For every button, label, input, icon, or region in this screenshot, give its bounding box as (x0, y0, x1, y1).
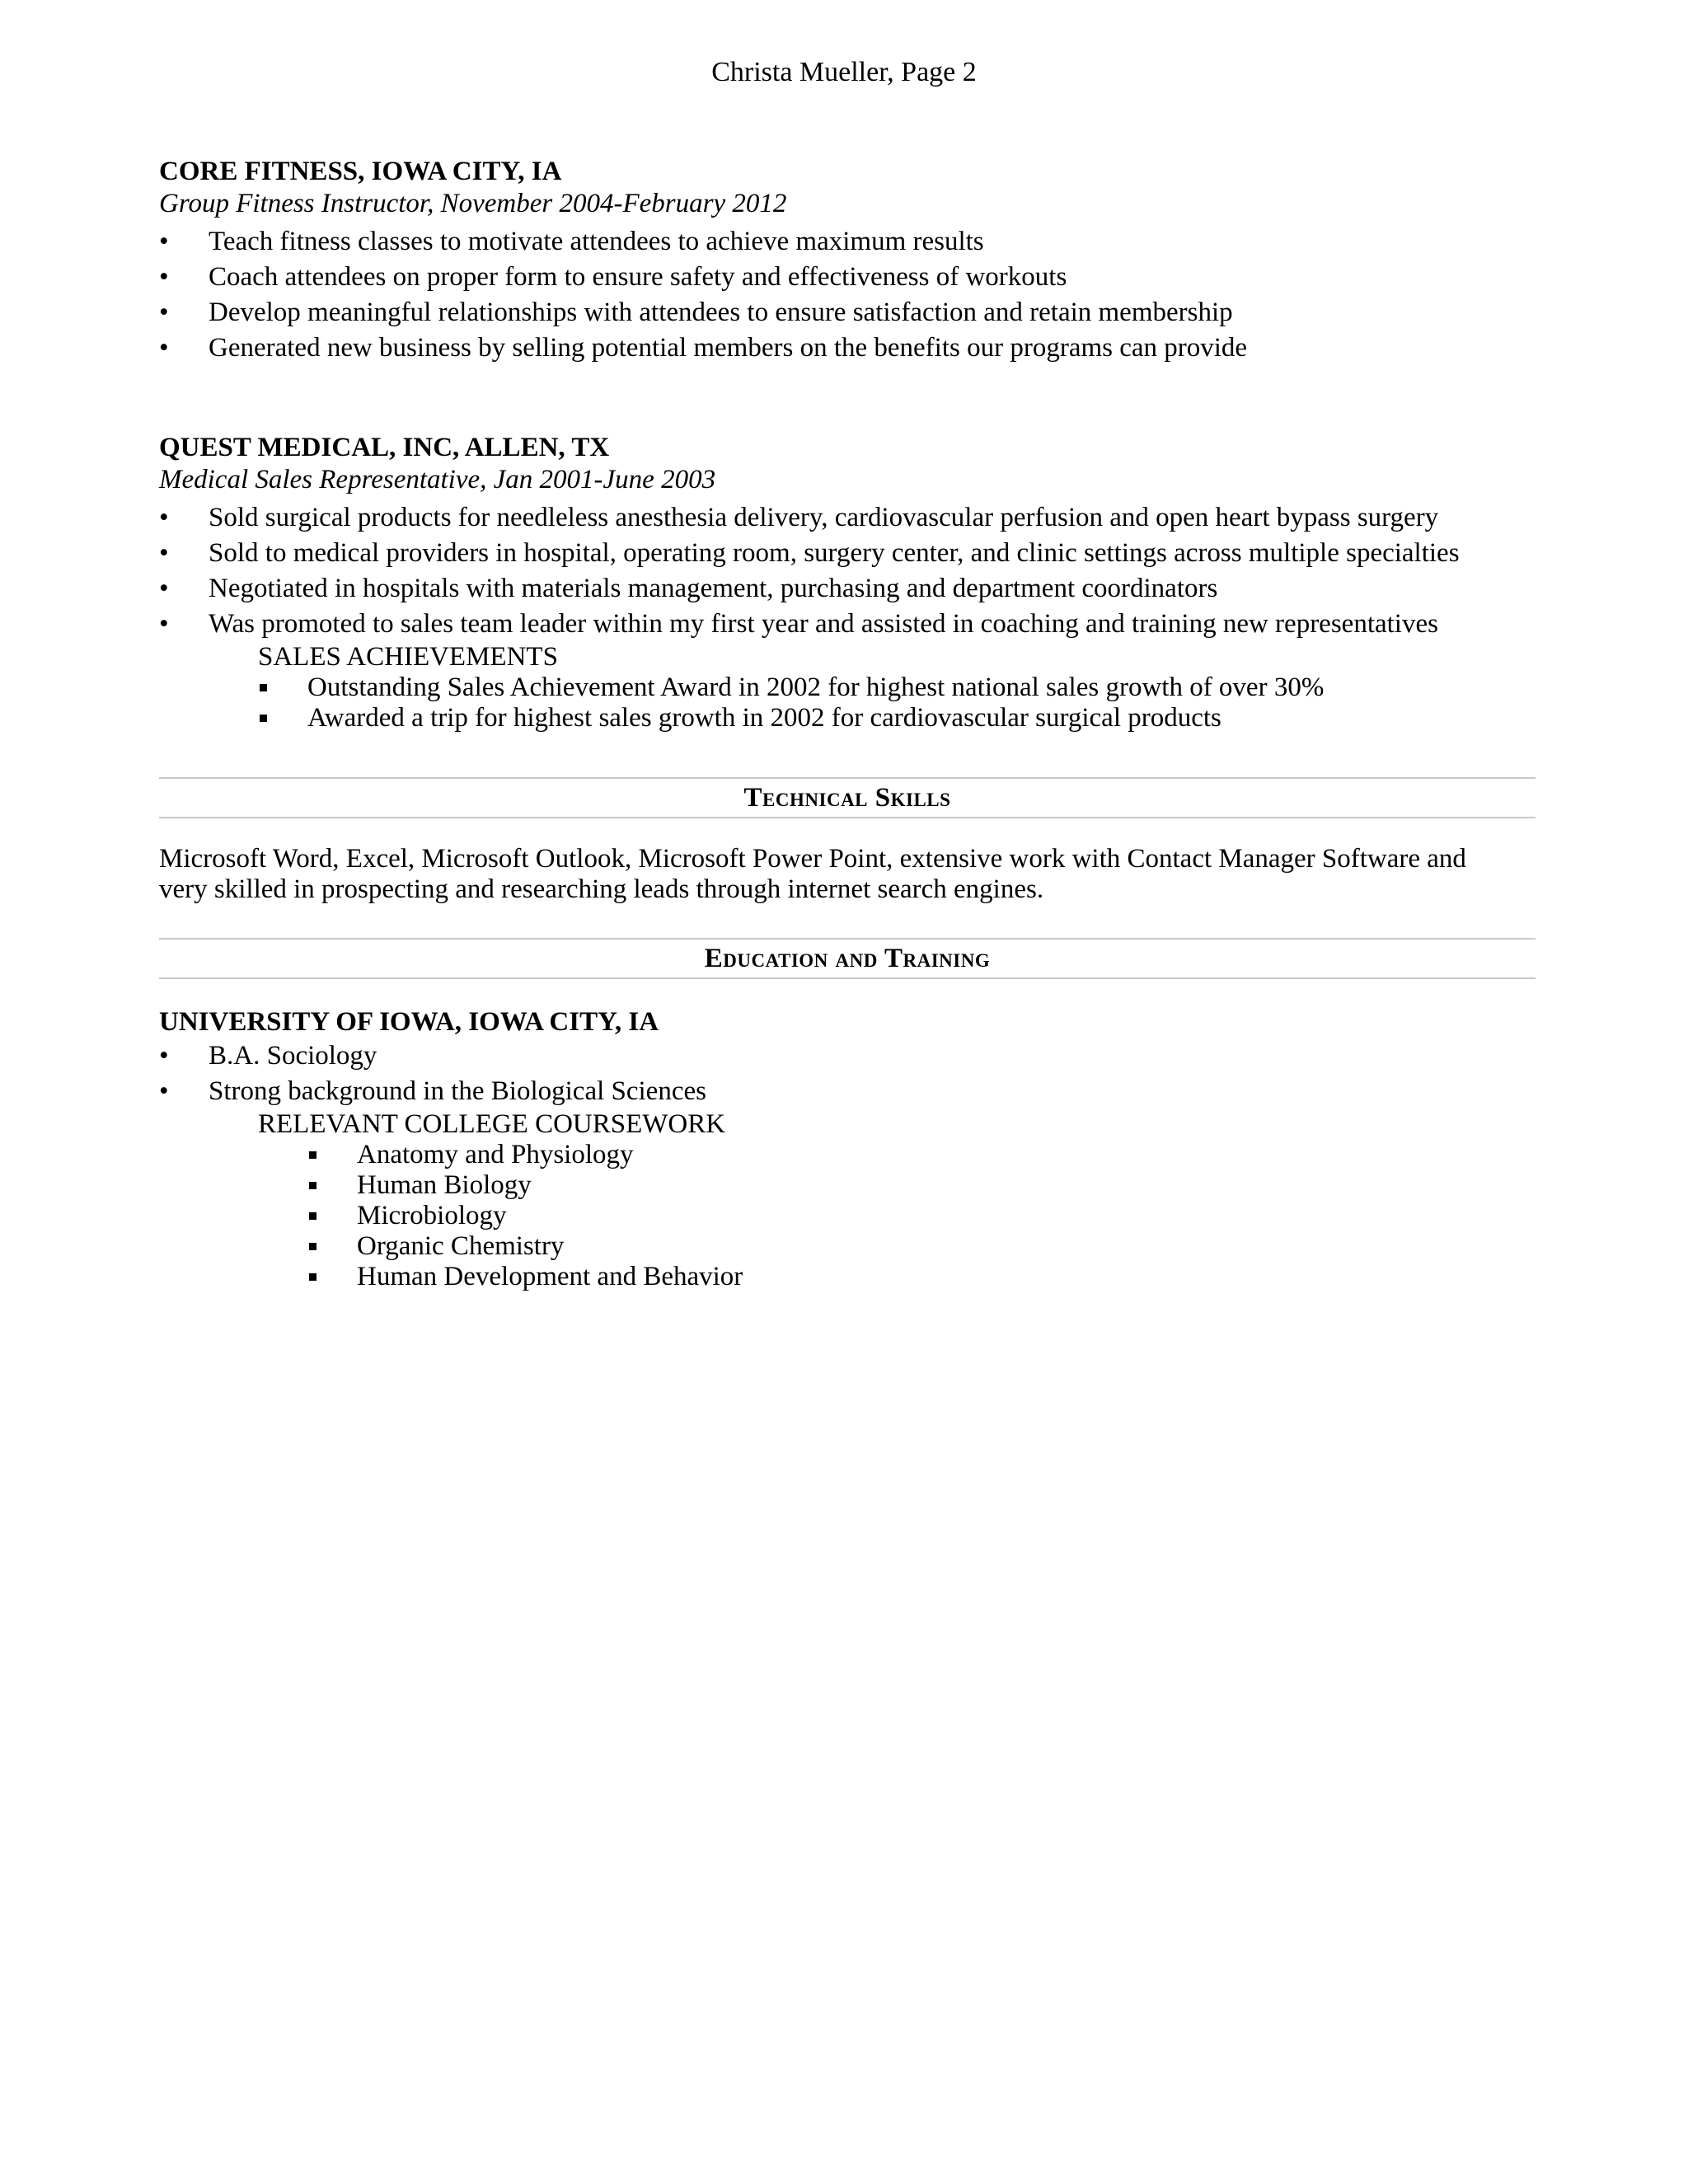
technical-skills-line: very skilled in prospecting and researching leads through internet search engines. (159, 874, 1044, 904)
list-item: • Teach fitness classes to motivate attendees to achieve maximum results (159, 224, 1536, 260)
list-item: Microbiology (159, 1201, 1536, 1231)
list-item: Anatomy and Physiology (159, 1140, 1536, 1170)
list-item: Awarded a trip for highest sales growth in 2002 for cardiovascular surgical products (159, 703, 1536, 733)
job-duties-list (159, 500, 1536, 642)
list-item: • Sold to medical providers in hospital, operating room, surgery center, and clinic settings across multiple specialties (159, 536, 1536, 571)
section-title-education: Education and Training (159, 938, 1536, 979)
list-item: Human Development and Behavior (159, 1262, 1536, 1292)
list-item: • Negotiated in hospitals with materials management, purchasing and department coordinators (159, 571, 1536, 607)
list-item: Human Biology (159, 1170, 1536, 1201)
list-item: • Sold surgical products for needleless anesthesia delivery, cardiovascular perfusion and open heart bypass surgery (159, 500, 1536, 536)
list-item: • Develop meaningful relationships with attendees to ensure satisfaction and retain membership (159, 295, 1536, 330)
job-core-fitness (159, 155, 1536, 366)
coursework-heading: RELEVANT COLLEGE COURSEWORK (258, 1109, 726, 1139)
list-item: Outstanding Sales Achievement Award in 2002 for highest national sales growth of over 30% (159, 673, 1536, 703)
education-body (159, 1005, 1536, 1292)
list-item: • B.A. Sociology (159, 1038, 1536, 1074)
list-item: Organic Chemistry (159, 1231, 1536, 1262)
list-item: • Strong background in the Biological Sciences (159, 1074, 1536, 1109)
page-header: Christa Mueller, Page 2 (711, 57, 977, 87)
education-institution: UNIVERSITY OF IOWA, IOWA CITY, IA (159, 1007, 659, 1037)
job-organization: QUEST MEDICAL, INC, ALLEN, TX (159, 433, 610, 462)
job-role: Medical Sales Representative, Jan 2001-June 2003 (159, 465, 716, 494)
sales-achievements-heading: SALES ACHIEVEMENTS (258, 642, 558, 672)
list-item: • Coach attendees on proper form to ensure safety and effectiveness of workouts (159, 260, 1536, 295)
technical-skills-line: Microsoft Word, Excel, Microsoft Outlook, Microsoft Power Point, extensive work with Contact Manager Software and (159, 844, 1466, 874)
achievements-list (159, 673, 1536, 733)
job-quest-medical (159, 431, 1536, 733)
section-title-technical-skills: Technical Skills (159, 777, 1536, 818)
job-organization: CORE FITNESS, IOWA CITY, IA (159, 157, 562, 186)
technical-skills-body (159, 844, 1536, 905)
education-list (159, 1038, 1536, 1109)
list-item: • Was promoted to sales team leader within my first year and assisted in coaching and training new representatives (159, 607, 1536, 642)
job-duties-list (159, 224, 1536, 366)
list-item: • Generated new business by selling potential members on the benefits our programs can provide (159, 330, 1536, 366)
job-role: Group Fitness Instructor, November 2004-February 2012 (159, 189, 787, 218)
coursework-list (159, 1140, 1536, 1292)
